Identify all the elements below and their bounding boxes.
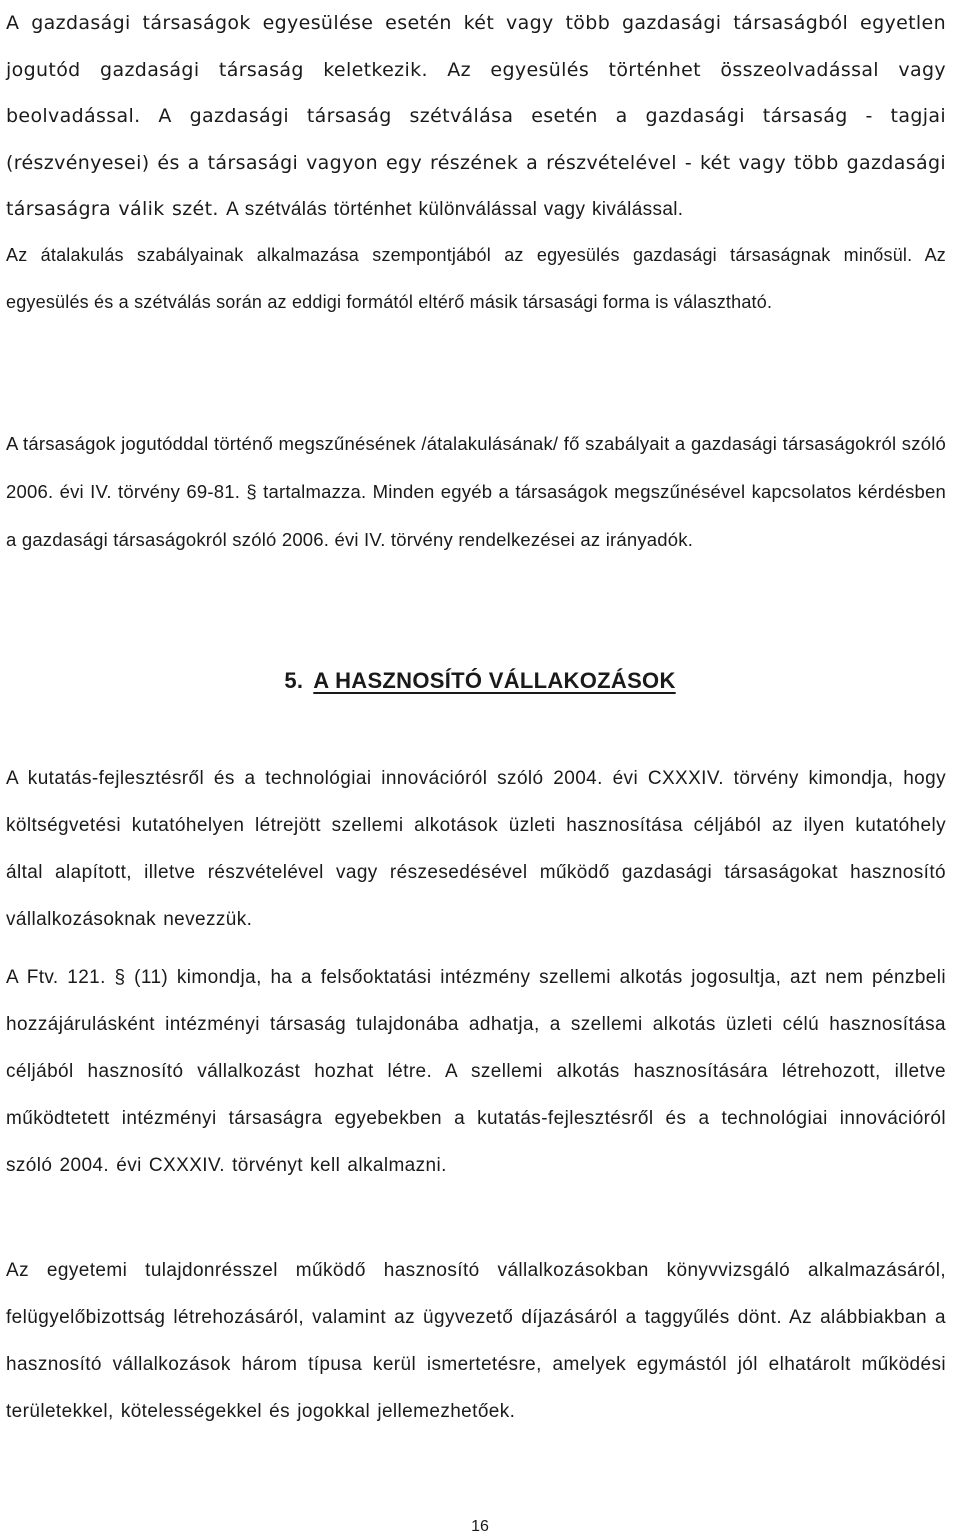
section-title: A HASZNOSÍTÓ VÁLLAKOZÁSOK [313, 668, 676, 693]
paragraph-spin-off-definition: A kutatás-fejlesztésről és a technológiai innovációról szóló 2004. évi CXXXIV. törvény kimondja, hogy költségvetési kutatóhelyen létrejött szellemi alkotások üzleti hasznosítása céljából az ilyen kutatóhely által alapított, illetve részvételével vagy részesedésével működő gazdasági társaságokat hasznosító vállalkozásoknak nevezzük. [6, 768, 946, 930]
section-number: 5. [284, 668, 304, 693]
paragraph-university-share: Az egyetemi tulajdonrésszel működő hasznosító vállalkozásokban könyvvizsgáló alkalmazásáról, felügyelőbizottság létrehozásáról, valamint az ügyvezető díjazásáról a taggyűlés dönt. Az alábbiakban a hasznosító vállalkozások három típusa kerül ismertetésre, amelyek egymástól jól elhatárolt működési területekkel, kötelességekkel és jogokkal jellemezhetőek. [6, 1260, 946, 1422]
paragraph-mergers [6, 0, 946, 234]
paragraph-mergers-text: A gazdasági társaságok egyesülése esetén két vagy több gazdasági társaságból egyetlen jogutód gazdasági társaság keletkezik. Az egyesülés történhet összeolvadással vagy beolvadással. A gazdasági társaság szétválása esetén a gazdasági társaság - tagjai (részvényesei) és a társasági vagyon egy részének a részvételével - két vagy több gazdasági társaságra válik szét. [6, 12, 946, 220]
paragraph-ftv-121: A Ftv. 121. § (11) kimondja, ha a felsőoktatási intézmény szellemi alkotás jogosultja, azt nem pénzbeli hozzájárulásként intézményi társaság tulajdonába adhatja, a szellemi alkotás üzleti célú hasznosítása céljából hasznosító vállalkozást hozhat létre. A szellemi alkotás hasznosítására létrehozott, illetve működtetett intézményi társaságra egyebekben a kutatás-fejlesztésről és a technológiai innovációról szóló 2004. évi CXXXIV. törvényt kell alkalmazni. [6, 967, 946, 1176]
paragraph-demerger-forms: A szétválás történhet különválással vagy kiválással. [226, 199, 684, 220]
page-number: 16 [471, 1518, 489, 1535]
section-heading [0, 668, 960, 694]
paragraph-transformation: Az átalakulás szabályainak alkalmazása szempontjából az egyesülés gazdasági társaságnak minősül. Az egyesülés és a szétválás során az eddigi formától eltérő másik társasági forma is választható. [6, 245, 946, 312]
paragraph-legal-basis: A társaságok jogutóddal történő megszűnésének /átalakulásának/ fő szabályait a gazdasági társaságokról szóló 2006. évi IV. törvény 69-81. § tartalmazza. Minden egyéb a társaságok megszűnésével kapcsolatos kérdésben a gazdasági társaságokról szóló 2006. évi IV. törvény rendelkezései az irányadók. [6, 433, 946, 550]
